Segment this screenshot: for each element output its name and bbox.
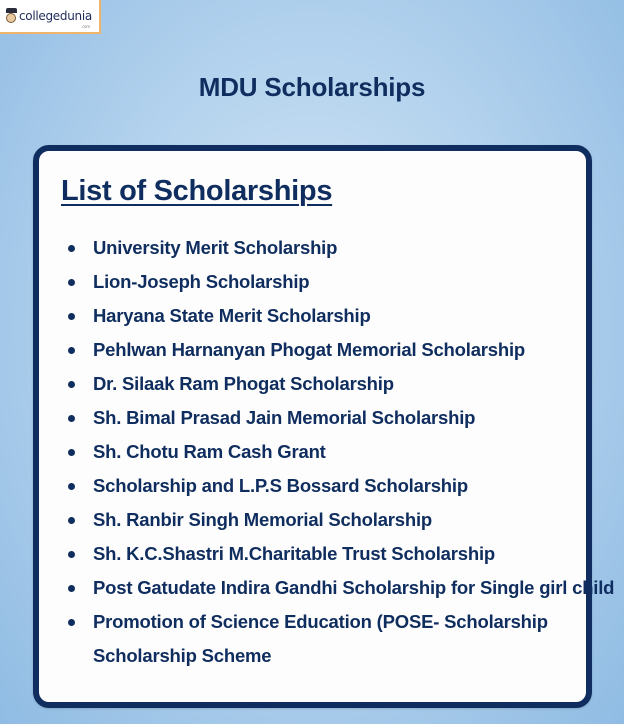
list-item (61, 333, 621, 367)
list-item-label: Pehlwan Harnanyan Phogat Memorial Scholarship (93, 339, 526, 360)
mascot-icon (4, 8, 18, 24)
list-item-label: Sh. Bimal Prasad Jain Memorial Scholarship (93, 407, 476, 428)
bullet-icon (68, 347, 75, 354)
list-item-label: Post Gatudate Indira Gandhi Scholarship for Single girl child (93, 577, 615, 598)
list-item-label-continued: Scholarship Scheme (93, 645, 272, 666)
bullet-icon (68, 415, 75, 422)
bullet-icon (68, 585, 75, 592)
list-item-label: Sh. Ranbir Singh Memorial Scholarship (93, 509, 433, 530)
list-item (61, 299, 621, 333)
list-item (61, 435, 621, 469)
list-item (61, 401, 621, 435)
list-item-label: Sh. Chotu Ram Cash Grant (93, 441, 326, 462)
page-title: MDU Scholarships (198, 72, 426, 102)
card-heading: List of Scholarships (61, 175, 333, 207)
bullet-icon (68, 279, 75, 286)
list-item-label: Promotion of Science Education (POSE- Scholarship (93, 611, 548, 632)
list-item (61, 231, 621, 265)
bullet-icon (68, 551, 75, 558)
list-item (61, 571, 621, 605)
list-item-label: Lion-Joseph Scholarship (93, 271, 310, 292)
bullet-icon (68, 245, 75, 252)
scholarship-list (61, 231, 621, 673)
list-item (61, 265, 621, 299)
logo-text (19, 9, 92, 29)
bullet-icon (68, 449, 75, 456)
list-item (61, 367, 621, 401)
list-item-label: Scholarship and L.P.S Bossard Scholarship (93, 475, 468, 496)
bullet-icon (68, 517, 75, 524)
list-item (61, 537, 621, 571)
logo-brand: collegedunia (19, 9, 92, 23)
list-item-label: University Merit Scholarship (93, 237, 338, 258)
list-item-label: Haryana State Merit Scholarship (93, 305, 371, 326)
logo-sub: .com (81, 24, 90, 29)
bullet-icon (68, 619, 75, 626)
list-item (61, 469, 621, 503)
bullet-icon (68, 313, 75, 320)
collegedunia-logo[interactable] (0, 0, 101, 34)
scholarships-card (33, 145, 615, 708)
list-item (61, 503, 621, 537)
bullet-icon (68, 483, 75, 490)
list-item-label: Sh. K.C.Shastri M.Charitable Trust Scholarship (93, 543, 495, 564)
bullet-icon (68, 381, 75, 388)
list-item (61, 605, 621, 673)
list-item-label: Dr. Silaak Ram Phogat Scholarship (93, 373, 394, 394)
